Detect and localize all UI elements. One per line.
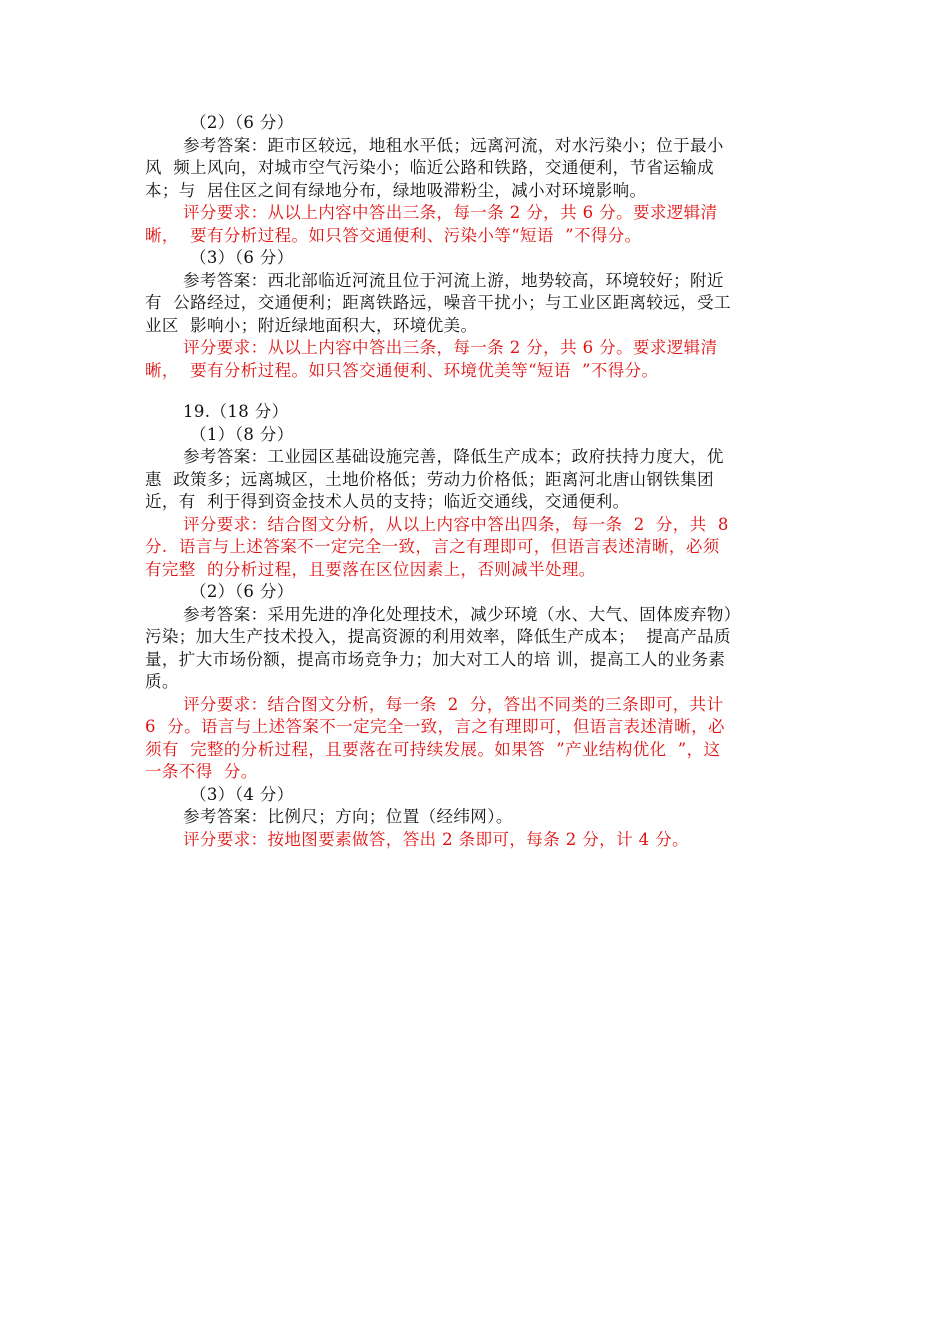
q19-heading: 19.（18 分） [183,402,289,421]
q18-part3-answer-line-1: 参考答案：西北部临近河流且位于河流上游，地势较高，环境较好；附近 [183,270,724,290]
q18-part2-grading-line-2: 晰， 要有分析过程。如只答交通便利、污染小等“短语 ”不得分。 [145,225,642,245]
q19-part2-grading-line-4: 一条不得 分。 [145,762,258,781]
q18-part2-grading-line-1: 评分要求：从以上内容中答出三条，每一条 2 分，共 6 分。要求逻辑清 [183,203,718,222]
q19-part3-answer-line-1: 参考答案：比例尺；方向；位置（经纬网）。 [183,807,513,826]
q19-part1-grading-line-3: 有完整 的分析过程，且要落在区位因素上，否则减半处理。 [145,559,596,579]
q19-part2-answer-line-2: 污染；加大生产技术投入，提高资源的利用效率，降低生产成本； 提高产品质 [145,627,731,646]
q19-part2-answer-line-4: 质。 [145,672,179,691]
q18-part2-answer-line-1: 参考答案：距市区较远，地租水平低；远离河流，对水污染小；位于最小 [183,135,724,155]
q18-part2-answer-line-3: 本；与 居住区之间有绿地分布，绿地吸滞粉尘，减小对环境影响。 [145,180,647,200]
q19-part2-grading-line-1: 评分要求：结合图文分析，每一条 2 分，答出不同类的三条即可，共计 [183,694,724,714]
q19-part2-answer-line-1: 参考答案：采用先进的净化处理技术，减少环境（水、大气、固体废弃物） [183,604,741,624]
q19-part2-grading-line-2: 6 分。语言与上述答案不一定完全一致，言之有理即可，但语言表述清晰，必 [145,717,725,736]
q19-part2-answer-line-3: 量，扩大市场份额，提高市场竞争力；加大对工人的培 训，提高工人的业务素 [145,649,726,669]
q19-part2-heading: （2）（6 分） [190,582,294,601]
q19-part1-heading: （1）（8 分） [190,424,294,444]
q19-part1-answer-line-2: 惠 政策多；远离城区，土地价格低；劳动力价格低；距离河北唐山钢铁集团 [145,469,714,489]
q19-part1-grading-line-1: 评分要求：结合图文分析，从以上内容中答出四条，每一条 2 分，共 8 [183,514,729,534]
q19-part1-answer-line-3: 近，有 利于得到资金技术人员的支持；临近交通线，交通便利。 [145,492,630,511]
q19-part3-grading-line-1: 评分要求：按地图要素做答，答出 2 条即可，每条 2 分，计 4 分。 [183,829,689,849]
q19-part3-heading: （3）（4 分） [190,784,294,804]
section-spacer [145,382,793,401]
q18-part3-answer-line-2: 有 公路经过，交通便利；距离铁路远，噪音干扰小；与工业区距离较远，受工 [145,293,731,312]
q18-part3-grading-line-1: 评分要求：从以上内容中答出三条，每一条 2 分，共 6 分。要求逻辑清 [183,338,718,357]
q19-part1-grading-line-2: 分. 语言与上述答案不一定完全一致，言之有理即可，但语言表述清晰，必须 [145,537,720,556]
q18-part3-heading: （3）（6 分） [190,248,294,267]
q18-part2-heading: （2）（6 分） [190,113,294,132]
q18-part3-grading-line-2: 晰， 要有分析过程。如只答交通便利、环境优美等“短语 ”不得分。 [145,360,659,380]
answer-document [145,112,793,851]
q19-part2-grading-line-3: 须有 完整的分析过程，且要落在可持续发展。如果答 ”产业结构优化 ”，这 [145,739,721,759]
q18-part3-answer-line-3: 业区 影响小；附近绿地面积大，环境优美。 [145,315,478,335]
q19-part1-answer-line-1: 参考答案：工业园区基础设施完善，降低生产成本；政府扶持力度大，优 [183,447,724,466]
q18-part2-answer-line-2: 风 频上风向，对城市空气污染小；临近公路和铁路，交通便利，节省运输成 [145,158,714,177]
